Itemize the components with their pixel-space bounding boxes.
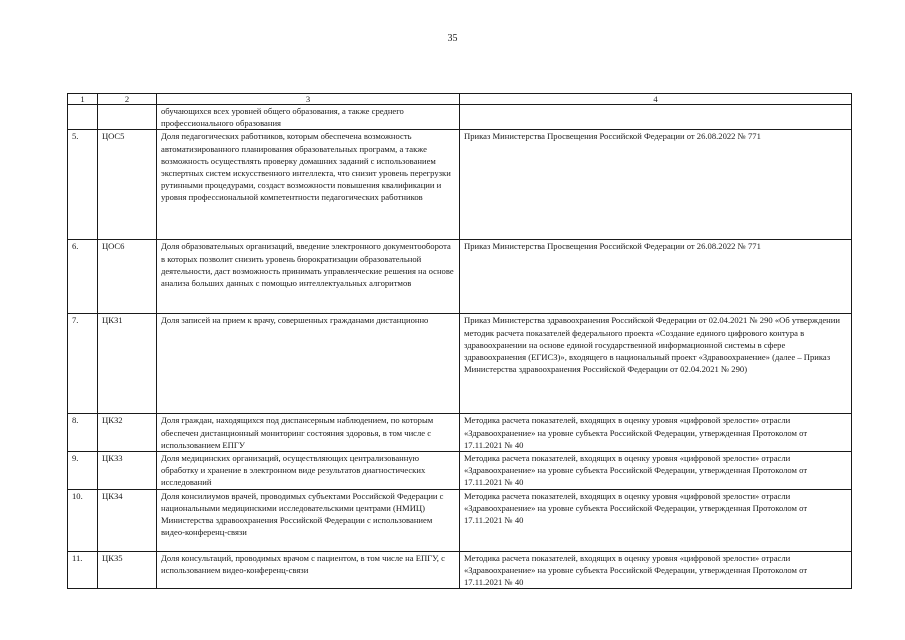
indicator-code: ЦКЗ5: [98, 551, 157, 589]
table-row: [68, 414, 852, 452]
indicator-description: Доля консилиумов врачей, проводимых субъектами Российской Федерации с национальными медицинскими исследовательскими центрами (НМИЦ) Министерства здравоохранения Российской Федерации с использованием видео-конференц-связи: [157, 489, 460, 551]
indicators-table: [67, 93, 852, 589]
column-header: 1: [68, 94, 98, 105]
column-header: 4: [460, 94, 852, 105]
row-number: 9.: [68, 452, 98, 490]
indicator-source: Методика расчета показателей, входящих в оценку уровня «цифровой зрелости» отрасли «Здравоохранение» на уровне субъекта Российской Федерации, утвержденная Протоколом от 17.11.2021 № 40: [460, 414, 852, 452]
table-row: [68, 105, 852, 130]
row-number: [68, 105, 98, 130]
indicator-source: Методика расчета показателей, входящих в оценку уровня «цифровой зрелости» отрасли «Здравоохранение» на уровне субъекта Российской Федерации, утвержденная Протоколом от 17.11.2021 № 40: [460, 489, 852, 551]
indicator-description: Доля образовательных организаций, введение электронного документооборота в которых позволит снизить уровень бюрократизации образовательной деятельности, даст возможность принимать управленческие решения на основе анализа больших данных с помощью интеллектуальных алгоритмов: [157, 240, 460, 314]
indicator-source: Приказ Министерства Просвещения Российской Федерации от 26.08.2022 № 771: [460, 130, 852, 240]
indicator-source: [460, 105, 852, 130]
indicator-source: Приказ Министерства Просвещения Российской Федерации от 26.08.2022 № 771: [460, 240, 852, 314]
row-number: 11.: [68, 551, 98, 589]
table-row: [68, 240, 852, 314]
column-header: 2: [98, 94, 157, 105]
column-header: 3: [157, 94, 460, 105]
indicator-description: Доля записей на прием к врачу, совершенных гражданами дистанционно: [157, 314, 460, 414]
indicator-code: ЦОС5: [98, 130, 157, 240]
row-number: 5.: [68, 130, 98, 240]
table-row: [68, 489, 852, 551]
indicator-description: Доля граждан, находящихся под диспансерным наблюдением, по которым обеспечен дистанционный мониторинг состояния здоровья, в том числе с использованием ЕПГУ: [157, 414, 460, 452]
indicator-source: Приказ Министерства здравоохранения Российской Федерации от 02.04.2021 № 290 «Об утверждении методик расчета показателей федерального проекта «Создание единого цифрового контура в здравоохранении на основе единой государственной информационной системы в сфере здравоохранения (ЕГИСЗ)», входящего в национальный проект «Здравоохранение» (далее – Приказ Министерства здравоохранения Российской Федерации от 02.04.2021 № 290): [460, 314, 852, 414]
indicator-source: Методика расчета показателей, входящих в оценку уровня «цифровой зрелости» отрасли «Здравоохранение» на уровне субъекта Российской Федерации, утвержденная Протоколом от 17.11.2021 № 40: [460, 551, 852, 589]
page-number: 35: [447, 33, 458, 44]
indicator-code: ЦКЗ4: [98, 489, 157, 551]
indicator-code: [98, 105, 157, 130]
row-number: 6.: [68, 240, 98, 314]
indicator-description: Доля педагогических работников, которым обеспечена возможность автоматизированного планирования образовательных программ, а также возможность осуществлять проверку домашних заданий с использованием экспертных систем искусственного интеллекта, что снизит уровень перегрузки рутинными процедурами, создаст возможности повышения квалификации и уровня профессиональной компетентности педагогических работников: [157, 130, 460, 240]
row-number: 10.: [68, 489, 98, 551]
indicator-code: ЦКЗ2: [98, 414, 157, 452]
table-row: [68, 452, 852, 490]
indicator-description: Доля медицинских организаций, осуществляющих централизованную обработку и хранение в электронном виде результатов диагностических исследований: [157, 452, 460, 490]
table-row: [68, 314, 852, 414]
indicator-code: ЦКЗ3: [98, 452, 157, 490]
indicator-description: Доля консультаций, проводимых врачом с пациентом, в том числе на ЕПГУ, с использованием видео-конференц-связи: [157, 551, 460, 589]
indicator-code: ЦОС6: [98, 240, 157, 314]
row-number: 7.: [68, 314, 98, 414]
table-row: [68, 551, 852, 589]
indicator-source: Методика расчета показателей, входящих в оценку уровня «цифровой зрелости» отрасли «Здравоохранение» на уровне субъекта Российской Федерации, утвержденная Протоколом от 17.11.2021 № 40: [460, 452, 852, 490]
indicator-code: ЦКЗ1: [98, 314, 157, 414]
table-row: [68, 130, 852, 240]
row-number: 8.: [68, 414, 98, 452]
table-header-row: [68, 94, 852, 105]
indicator-description: обучающихся всех уровней общего образования, а также среднего профессионального образования: [157, 105, 460, 130]
